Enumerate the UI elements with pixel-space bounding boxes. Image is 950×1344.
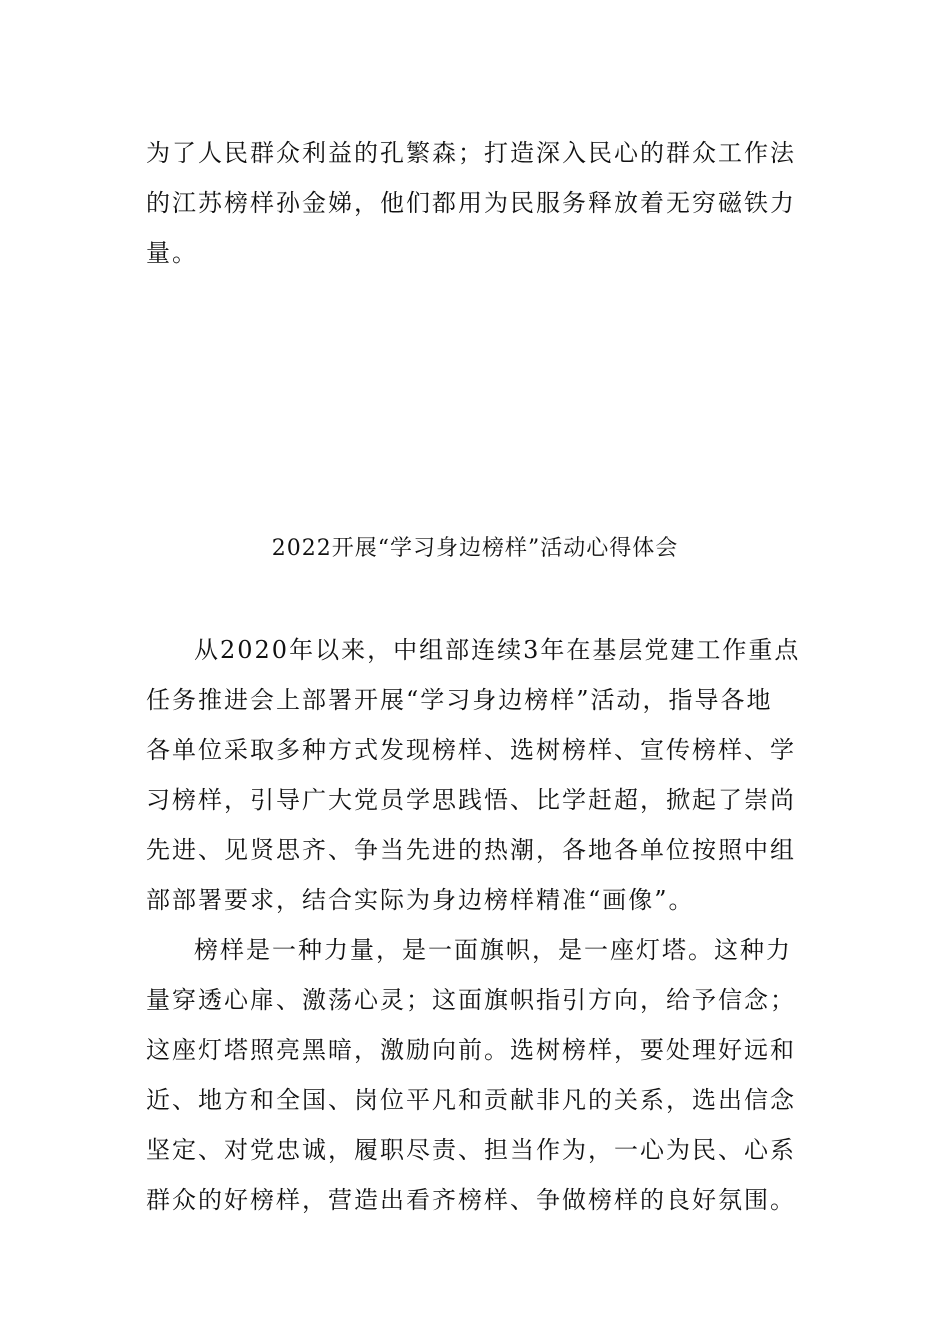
paragraph-line: 群众的好榜样，营造出看齐榜样、争做榜样的良好氛围。 [146, 1186, 796, 1214]
paragraph-line: 各单位采取多种方式发现榜样、选树榜样、宣传榜样、学 [146, 736, 796, 764]
paragraph-line: 从2020年以来，中组部连续3年在基层党建工作重点 [194, 636, 801, 664]
text-line: 为了人民群众利益的孔繁森；打造深入民心的群众工作法 [146, 139, 796, 167]
paragraph-line: 这座灯塔照亮黑暗，激励向前。选树榜样，要处理好远和 [146, 1036, 796, 1064]
paragraph-line: 部部署要求，结合实际为身边榜样精准“画像”。 [146, 886, 695, 914]
paragraph-line: 榜样是一种力量，是一面旗帜，是一座灯塔。这种力 [194, 936, 792, 964]
paragraph-line: 近、地方和全国、岗位平凡和贡献非凡的关系，选出信念 [146, 1086, 796, 1114]
paragraph-line: 先进、见贤思齐、争当先进的热潮，各地各单位按照中组 [146, 836, 796, 864]
text-line: 的江苏榜样孙金娣，他们都用为民服务释放着无穷磁铁力 [146, 189, 796, 217]
document-title: 2022开展“学习身边榜样”活动心得体会 [271, 536, 679, 561]
paragraph-line: 任务推进会上部署开展“学习身边榜样”活动，指导各地 [146, 686, 773, 714]
paragraph-line: 量穿透心扉、激荡心灵；这面旗帜指引方向，给予信念； [146, 986, 796, 1014]
paragraph-line: 习榜样，引导广大党员学思践悟、比学赶超，掀起了崇尚 [146, 786, 796, 814]
paragraph-line: 坚定、对党忠诚，履职尽责、担当作为，一心为民、心系 [146, 1136, 796, 1164]
text-line: 量。 [146, 239, 198, 267]
